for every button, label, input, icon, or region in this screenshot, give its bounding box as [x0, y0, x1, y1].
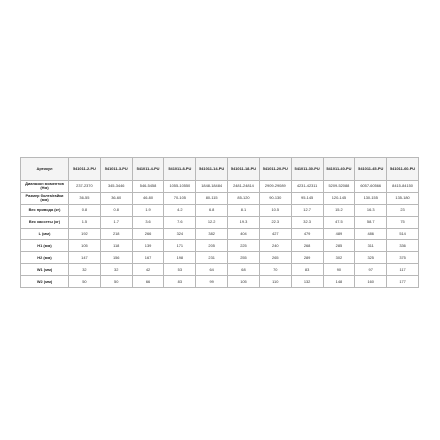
table-cell: 32: [100, 264, 132, 276]
table-cell: 489: [323, 228, 355, 240]
table-cell: 66: [132, 276, 164, 288]
header-corner: Артикул: [21, 158, 69, 181]
table-cell: 83: [164, 276, 196, 288]
column-header: 541011-30-PU: [291, 158, 323, 181]
table-cell: 404: [228, 228, 260, 240]
table-cell: 218: [100, 228, 132, 240]
table-cell: 147: [69, 252, 101, 264]
table-cell: 90-130: [259, 192, 291, 204]
table-row: [21, 240, 419, 252]
spec-table: [20, 157, 419, 288]
table-cell: 90: [323, 264, 355, 276]
table-cell: 95-145: [291, 192, 323, 204]
table-cell: 70: [259, 264, 291, 276]
table-cell: 16.3: [355, 204, 387, 216]
table-cell: 50: [100, 276, 132, 288]
table-cell: 68: [228, 264, 260, 276]
table-cell: 427: [259, 228, 291, 240]
table-cell: 325: [355, 252, 387, 264]
column-header: 541011-45-PU: [355, 158, 387, 181]
table-cell: 97: [355, 264, 387, 276]
table-body: [21, 181, 419, 288]
table-cell: 64: [196, 264, 228, 276]
table-cell: 265: [259, 252, 291, 264]
column-header: 541011-14-PU: [196, 158, 228, 181]
table-cell: 130-155: [355, 192, 387, 204]
table-cell: 8.1: [228, 204, 260, 216]
row-label: L (мм): [21, 228, 69, 240]
table-cell: 302: [323, 252, 355, 264]
table-cell: 3.6: [132, 216, 164, 228]
table-cell: 192: [69, 228, 101, 240]
table-cell: 83: [291, 264, 323, 276]
table-cell: 486: [355, 228, 387, 240]
table-cell: 105: [69, 240, 101, 252]
table-cell: 345-3446: [100, 181, 132, 193]
table-cell: 546-5458: [132, 181, 164, 193]
table-cell: 58.7: [355, 216, 387, 228]
table-cell: 255: [228, 252, 260, 264]
row-label: Вес привода (кг): [21, 204, 69, 216]
table-cell: 85-120: [228, 192, 260, 204]
header-row: [21, 158, 419, 181]
table-cell: 10.5: [259, 204, 291, 216]
row-label: Диапазон моментов (Нм): [21, 181, 69, 193]
table-cell: 1.5: [69, 216, 101, 228]
row-label: H2 (мм): [21, 252, 69, 264]
table-cell: 7.6: [164, 216, 196, 228]
column-header: 541011-20-PU: [259, 158, 291, 181]
table-cell: 382: [196, 228, 228, 240]
table-cell: 0.8: [69, 204, 101, 216]
table-cell: 6057-60566: [355, 181, 387, 193]
table-cell: 324: [164, 228, 196, 240]
table-cell: 171: [164, 240, 196, 252]
table-cell: 311: [355, 240, 387, 252]
table-cell: 32.3: [291, 216, 323, 228]
table-row: [21, 192, 419, 204]
table-cell: 225: [228, 240, 260, 252]
table-cell: 139: [132, 240, 164, 252]
table-cell: 110: [259, 276, 291, 288]
table-row: [21, 204, 419, 216]
column-header: 541011-4-PU: [132, 158, 164, 181]
table-cell: 514: [387, 228, 419, 240]
column-header: 541011-60-PU: [387, 158, 419, 181]
table-cell: 42: [132, 264, 164, 276]
table-cell: 36-55: [69, 192, 101, 204]
table-row: [21, 276, 419, 288]
table-cell: 289: [291, 252, 323, 264]
table-row: [21, 181, 419, 193]
column-header: 541011-3-PU: [100, 158, 132, 181]
table-cell: 1848-18484: [196, 181, 228, 193]
table-cell: 19.3: [228, 216, 260, 228]
table-cell: 375: [387, 252, 419, 264]
table-cell: 53: [164, 264, 196, 276]
table-cell: 285: [323, 240, 355, 252]
table-cell: 0.8: [100, 204, 132, 216]
table-cell: 80-115: [196, 192, 228, 204]
table-cell: 177: [387, 276, 419, 288]
table-cell: 5209-52088: [323, 181, 355, 193]
table-cell: 23: [387, 204, 419, 216]
table-row: [21, 216, 419, 228]
row-label: Размер болта/гайки (мм): [21, 192, 69, 204]
table-cell: 36-60: [100, 192, 132, 204]
table-cell: 6.8: [196, 204, 228, 216]
table-cell: 105: [228, 276, 260, 288]
table-cell: 268: [291, 240, 323, 252]
table-cell: 22.3: [259, 216, 291, 228]
table-cell: 15.2: [323, 204, 355, 216]
table-cell: 1.9: [132, 204, 164, 216]
table-cell: 231: [196, 252, 228, 264]
table-cell: 479: [291, 228, 323, 240]
table-cell: 148: [323, 276, 355, 288]
column-header: 541011-40-PU: [323, 158, 355, 181]
row-label: W2 (мм): [21, 276, 69, 288]
table-cell: 240: [259, 240, 291, 252]
table-row: [21, 228, 419, 240]
table-cell: 99: [196, 276, 228, 288]
table-cell: 135-180: [387, 192, 419, 204]
table-cell: 12.2: [196, 216, 228, 228]
column-header: 541011-8-PU: [164, 158, 196, 181]
table-cell: 132: [291, 276, 323, 288]
table-cell: 160: [355, 276, 387, 288]
table-cell: 75: [387, 216, 419, 228]
row-label: Вес кассеты (кг): [21, 216, 69, 228]
table-cell: 198: [164, 252, 196, 264]
table-cell: 70-105: [164, 192, 196, 204]
table-cell: 12.7: [291, 204, 323, 216]
table-cell: 120-145: [323, 192, 355, 204]
table-cell: 266: [132, 228, 164, 240]
table-cell: 4.2: [164, 204, 196, 216]
column-header: 541011-18-PU: [228, 158, 260, 181]
table-row: [21, 264, 419, 276]
table-cell: 156: [100, 252, 132, 264]
table-cell: 2481-24814: [228, 181, 260, 193]
table-cell: 167: [132, 252, 164, 264]
column-header: 541011-2-PU: [69, 158, 101, 181]
table-cell: 117: [387, 264, 419, 276]
table-cell: 8415-84150: [387, 181, 419, 193]
table-cell: 118: [100, 240, 132, 252]
table-cell: 336: [387, 240, 419, 252]
table-row: [21, 252, 419, 264]
table-cell: 1.7: [100, 216, 132, 228]
table-cell: 2909-29089: [259, 181, 291, 193]
table-cell: 4231-42311: [291, 181, 323, 193]
table-cell: 50: [69, 276, 101, 288]
row-label: W1 (мм): [21, 264, 69, 276]
table-cell: 47.5: [323, 216, 355, 228]
row-label: H1 (мм): [21, 240, 69, 252]
table-cell: 1055-10550: [164, 181, 196, 193]
table-cell: 237-2370: [69, 181, 101, 193]
table-cell: 205: [196, 240, 228, 252]
table-header: [21, 158, 419, 181]
table-cell: 32: [69, 264, 101, 276]
table-cell: 46-80: [132, 192, 164, 204]
